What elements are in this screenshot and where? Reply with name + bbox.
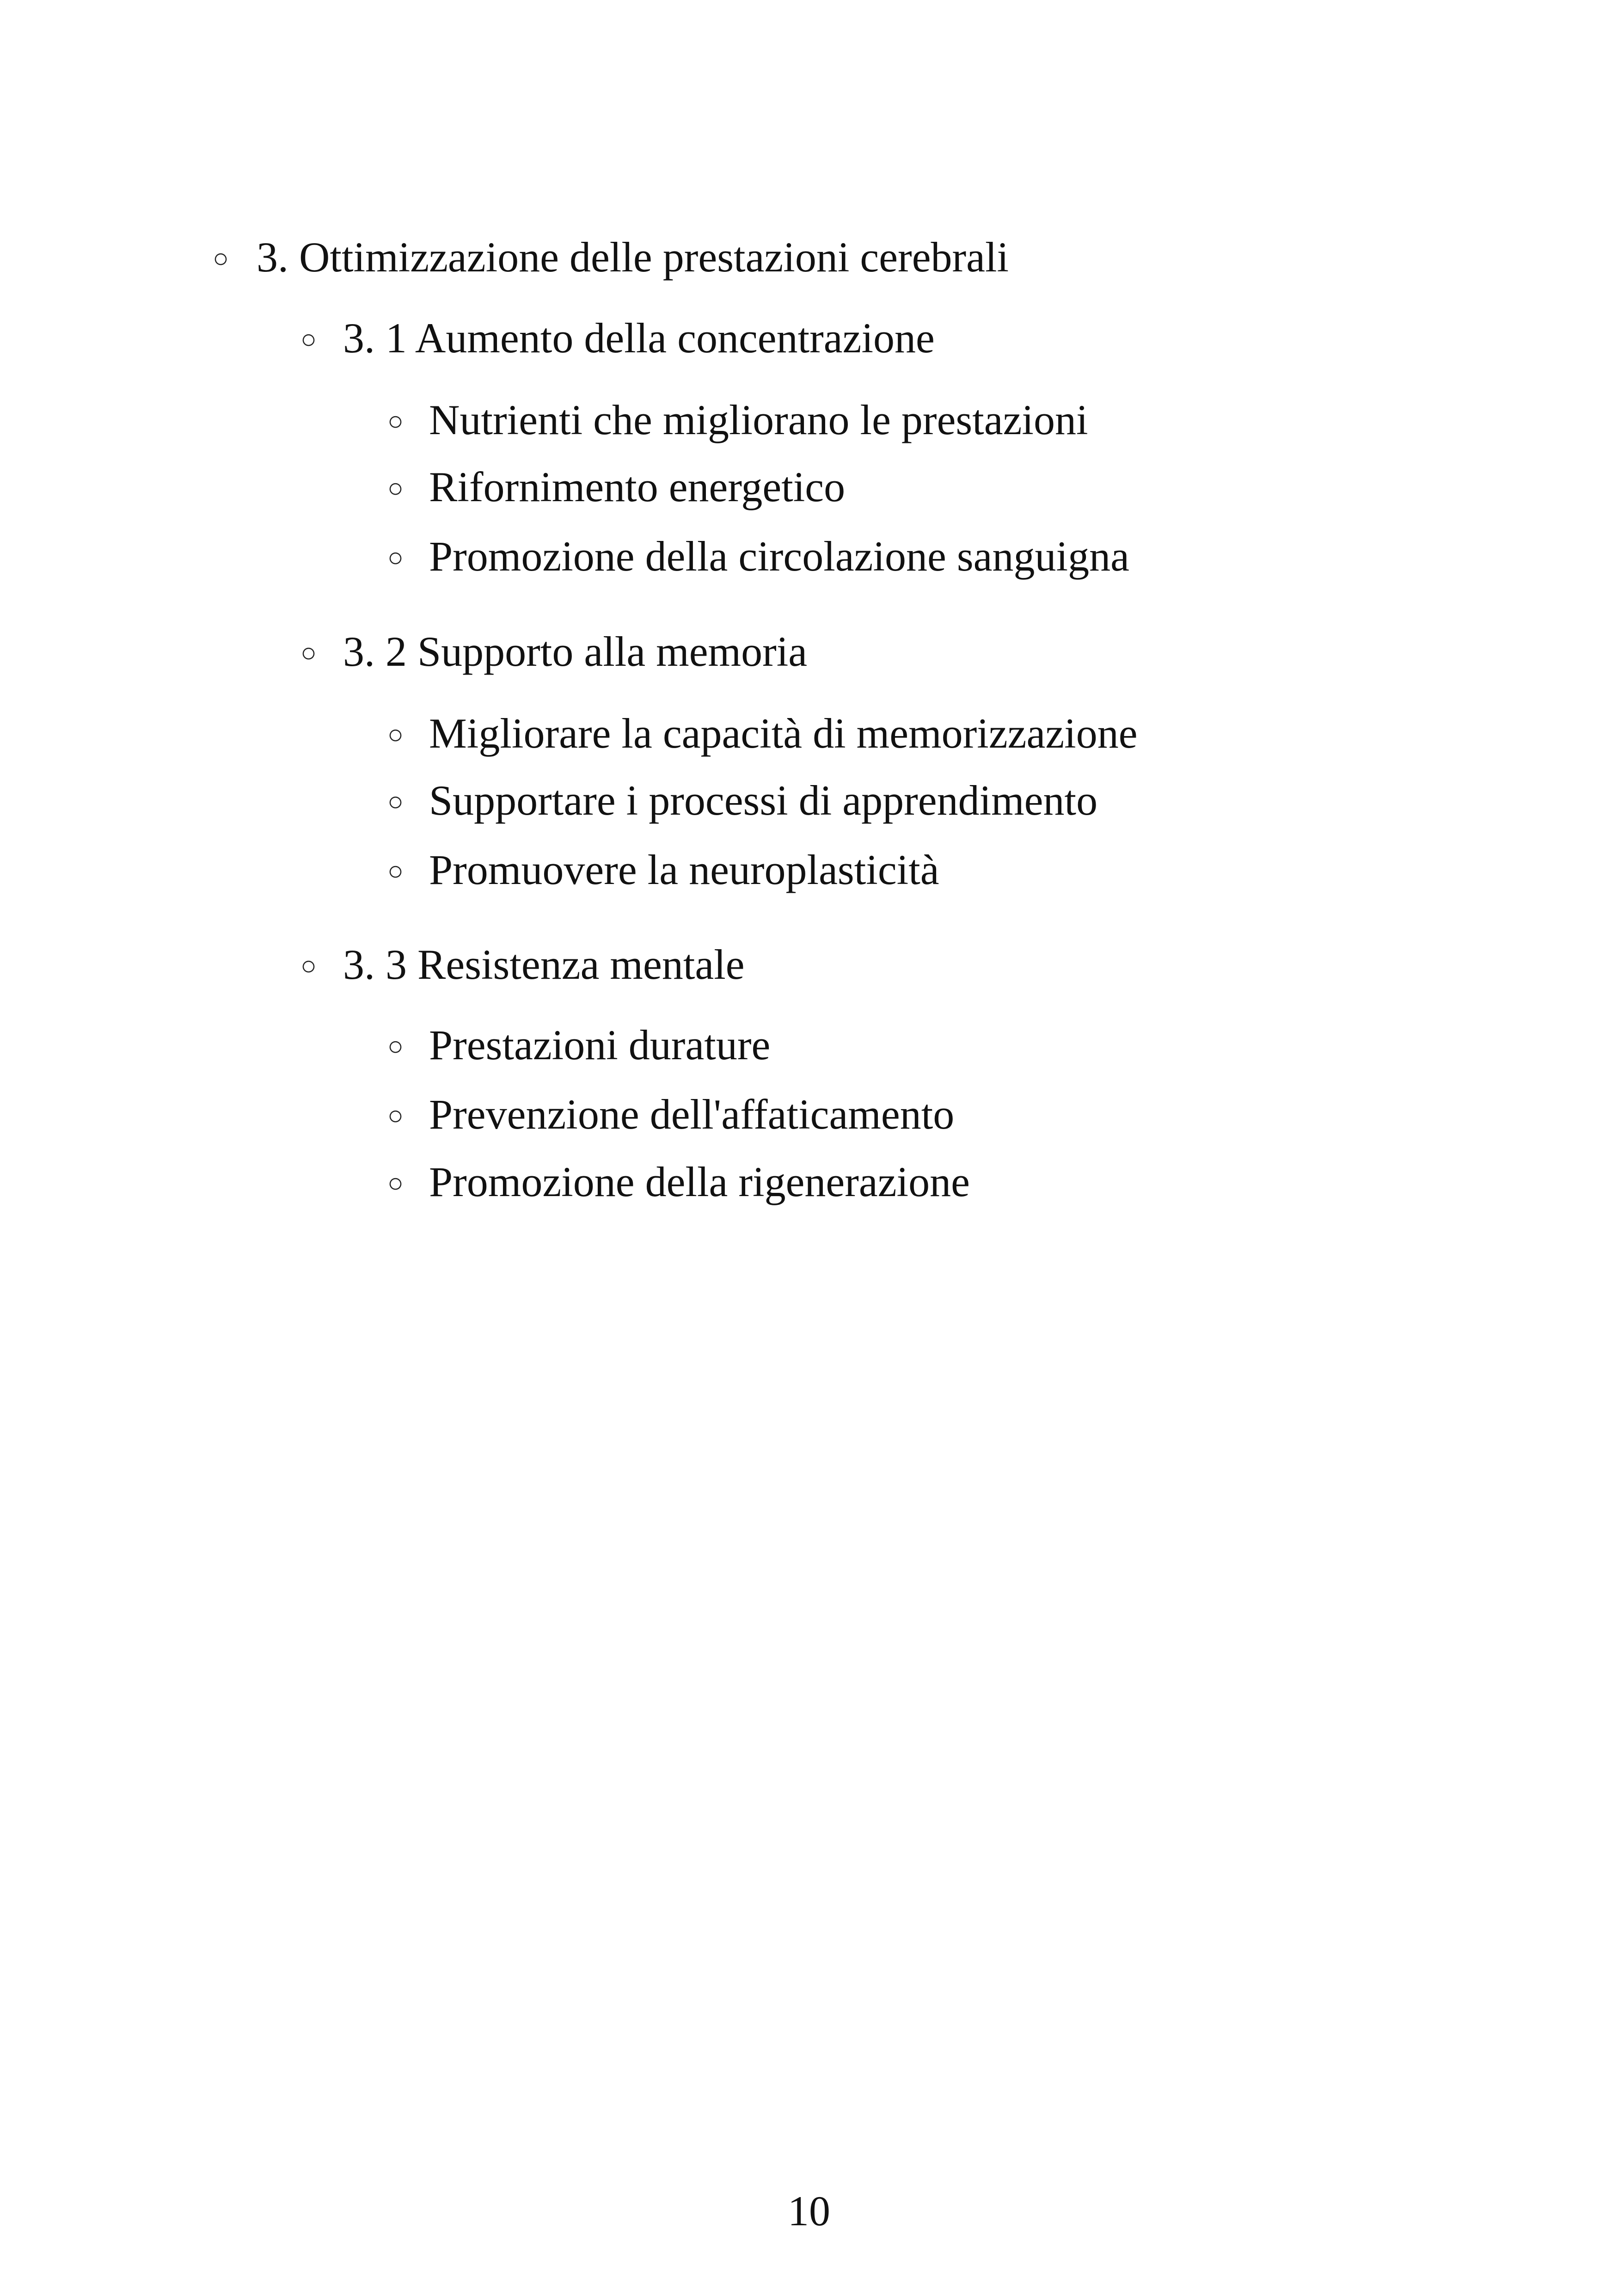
subsection-heading: 3. 3 Resistenza mentale [343,941,745,988]
hollow-circle-bullet-icon: ○ [387,1031,404,1061]
section-heading: 3. Ottimizzazione delle prestazioni cerebrali [257,233,1009,281]
list-item-text: Promozione della rigenerazione [429,1158,970,1205]
hollow-circle-bullet-icon: ○ [387,856,404,886]
list-item-text: Supportare i processi di apprendimento [429,777,1098,824]
hollow-circle-bullet-icon: ○ [387,719,404,749]
hollow-circle-bullet-icon: ○ [300,638,317,668]
list-item-text: Prevenzione dell'affaticamento [429,1091,955,1138]
hollow-circle-bullet-icon: ○ [387,473,404,503]
hollow-circle-bullet-icon: ○ [387,406,404,436]
hollow-circle-bullet-icon: ○ [387,786,404,816]
hollow-circle-bullet-icon: ○ [300,324,317,354]
page-number: 10 [788,2187,830,2235]
list-item-text: Migliorare la capacità di memorizzazione [429,710,1138,757]
list-item-text: Nutrienti che migliorano le prestazioni [429,396,1088,443]
list-item-text: Rifornimento energetico [429,463,846,510]
hollow-circle-bullet-icon: ○ [387,542,404,572]
subsection-heading: 3. 2 Supporto alla memoria [343,628,808,675]
list-item-text: Promuovere la neuroplasticità [429,846,939,893]
hollow-circle-bullet-icon: ○ [387,1100,404,1130]
list-item-text: Prestazioni durature [429,1021,771,1068]
hollow-circle-bullet-icon: ○ [213,243,229,273]
hollow-circle-bullet-icon: ○ [387,1168,404,1198]
subsection-heading: 3. 1 Aumento della concentrazione [343,314,935,362]
hollow-circle-bullet-icon: ○ [300,951,317,981]
list-item-text: Promozione della circolazione sanguigna [429,533,1129,580]
